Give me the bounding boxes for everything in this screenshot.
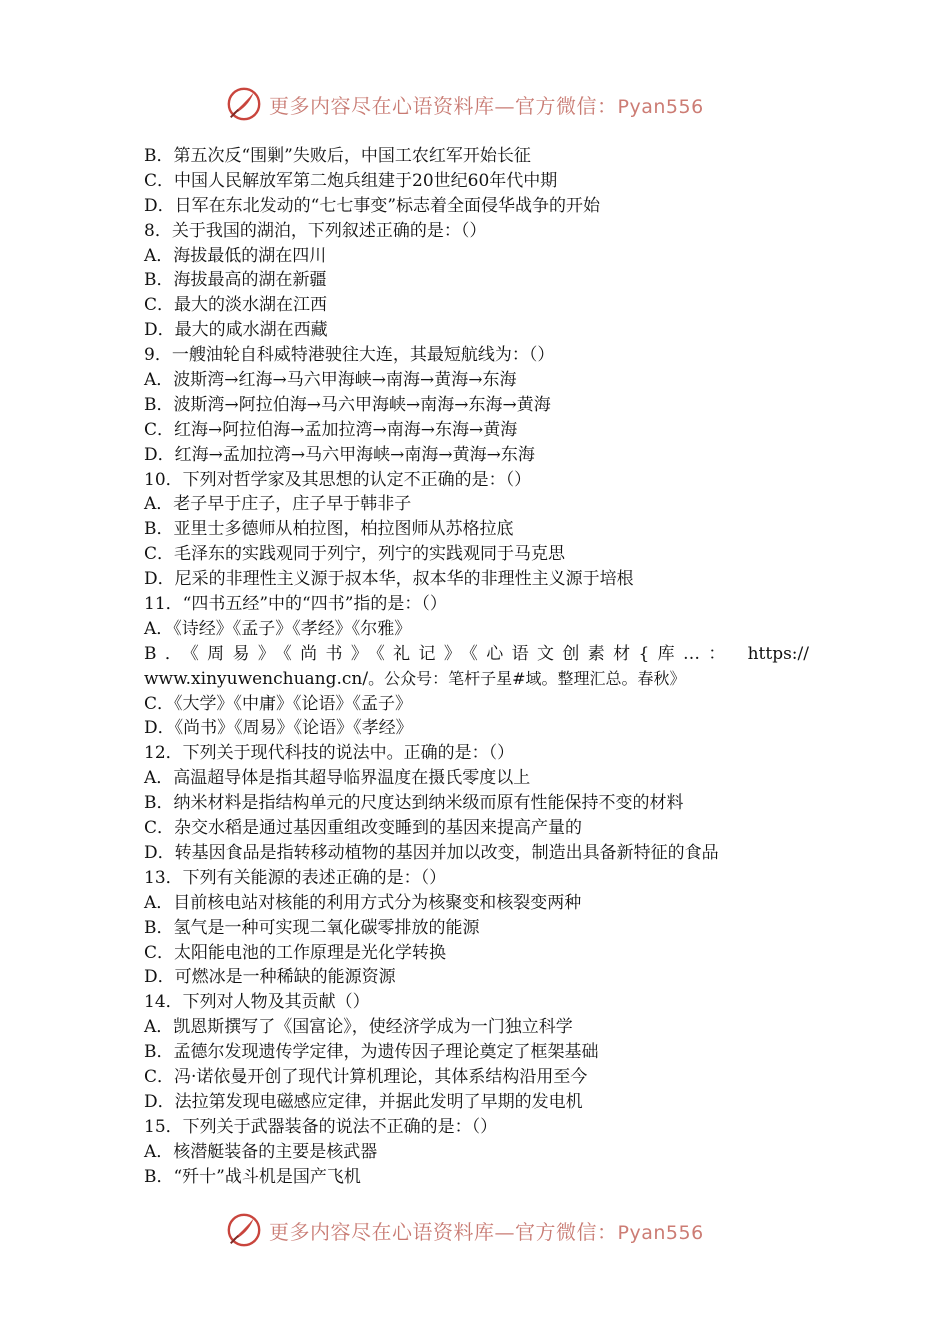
text-line: D．法拉第发现电磁感应定律，并据此发明了早期的发电机 — [144, 1091, 583, 1112]
text-line: C．中国人民解放军第二炮兵组建于20世纪60年代中期 — [144, 170, 558, 191]
text-line: D．《尚书》《周易》《论语》《孝经》 — [144, 718, 413, 739]
text-line: C．杂交水稻是通过基因重组改变睡到的基因来提高产量的 — [144, 818, 583, 839]
url-text: www.xinyuwenchuang.cn/ — [144, 668, 369, 689]
text-line: B．波斯湾→阿拉伯海→马六甲海峡→南海→东海→黄海 — [144, 394, 551, 415]
text-line: C．最大的淡水湖在江西 — [144, 295, 328, 316]
text-line: A．凯恩斯撰写了《国富论》，使经济学成为一门独立科学 — [144, 1017, 573, 1038]
text-line: C．太阳能电池的工作原理是光化学转换 — [144, 942, 447, 963]
question-14: 14．下列对人物及其贡献（） — [144, 992, 370, 1013]
question-15: 15．下列关于武器装备的说法不正确的是：（） — [144, 1116, 498, 1137]
watermark-inline-text: 。公众号：笔杆子星#域。整理汇总。春秋》 — [368, 668, 686, 688]
banner-text: 更多内容尽在心语资料库—官方微信：Pyan556 — [269, 93, 704, 118]
footer-watermark-banner — [225, 1208, 745, 1252]
quill-logo-icon — [225, 1211, 263, 1249]
text-line: D．最大的咸水湖在西藏 — [144, 320, 328, 341]
text-line: A．目前核电站对核能的利用方式分为核聚变和核裂变两种 — [144, 892, 582, 913]
text-line: D．可燃冰是一种稀缺的能源资源 — [144, 967, 396, 988]
wechat-id: Pyan556 — [617, 95, 704, 118]
question-8: 8．关于我国的湖泊，下列叙述正确的是：（） — [144, 220, 487, 241]
text-line: C．毛泽东的实践观同于列宁，列宁的实践观同于马克思 — [144, 544, 566, 565]
text-line: D．日军在东北发动的“七七事变”标志着全面侵华战争的开始 — [144, 195, 601, 216]
text-line: A．核潜艇装备的主要是核武器 — [144, 1141, 378, 1162]
document-body — [144, 144, 809, 1189]
text-line: A．海拔最低的湖在四川 — [144, 245, 327, 266]
wechat-id: Pyan556 — [617, 1221, 704, 1244]
question-11: 11．“四书五经”中的“四书”指的是：（） — [144, 594, 447, 615]
text-line: C．红海→阿拉伯海→孟加拉湾→南海→东海→黄海 — [144, 419, 518, 440]
text-line: B．海拔最高的湖在新疆 — [144, 270, 327, 291]
text-line: B．纳米材料是指结构单元的尺度达到纳米级而原有性能保持不变的材料 — [144, 793, 684, 814]
text-line: B．亚里士多德师从柏拉图，柏拉图师从苏格拉底 — [144, 519, 514, 540]
text-line: A．高温超导体是指其超导临界温度在摄氏零度以上 — [144, 768, 531, 789]
text-line: A．《诗经》《孟子》《孝经》《尔雅》 — [144, 618, 412, 639]
quill-logo-icon — [225, 85, 263, 123]
text-line: B．氢气是一种可实现二氧化碳零排放的能源 — [144, 917, 480, 938]
question-12: 12．下列关于现代科技的说法中。正确的是：（） — [144, 743, 515, 764]
option-b-line-1: B．《周易》《尚书》《礼记》《心语文创素材{库…： https:// — [144, 643, 809, 664]
question-9: 9．一艘油轮自科威特港驶往大连，其最短航线为：（） — [144, 345, 555, 366]
text-line: D．红海→孟加拉湾→马六甲海峡→南海→黄海→东海 — [144, 444, 535, 465]
text-line: B．第五次反“围剿”失败后，中国工农红军开始长征 — [144, 146, 531, 166]
header-watermark-banner — [225, 82, 745, 126]
text-line: B．“歼十”战斗机是国产飞机 — [144, 1166, 361, 1187]
text-line: C．《大学》《中庸》《论语》《孟子》 — [144, 693, 413, 714]
text-line: A．老子早于庄子，庄子早于韩非子 — [144, 494, 412, 515]
option-b-line-2 — [144, 667, 809, 692]
question-13: 13．下列有关能源的表述正确的是：（） — [144, 867, 447, 888]
text-line: D．转基因食品是指转移动植物的基因并加以改变，制造出具备新特征的食品 — [144, 842, 719, 863]
banner-text: 更多内容尽在心语资料库—官方微信：Pyan556 — [269, 1219, 704, 1244]
text-line: B．孟德尔发现遗传学定律，为遗传因子理论奠定了框架基础 — [144, 1042, 599, 1063]
text-line: D．尼采的非理性主义源于叔本华，叔本华的非理性主义源于培根 — [144, 569, 634, 590]
text-line: C．冯·诺依曼开创了现代计算机理论，其体系结构沿用至今 — [144, 1066, 588, 1087]
question-10: 10．下列对哲学家及其思想的认定不正确的是：（） — [144, 469, 532, 490]
text-line: A．波斯湾→红海→马六甲海峡→南海→黄海→东海 — [144, 370, 517, 391]
